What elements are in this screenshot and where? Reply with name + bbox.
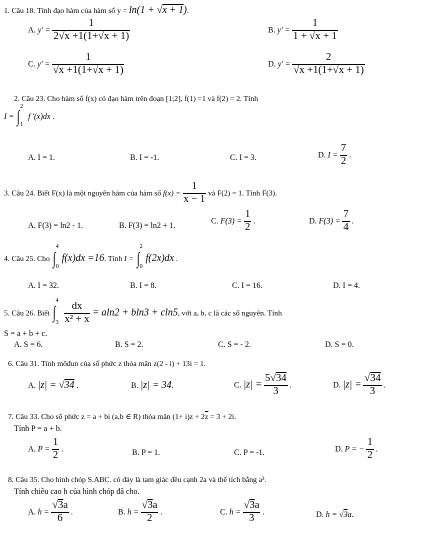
question-2-option-d: D. I = $\frac{7}{2}$ . bbox=[318, 143, 352, 168]
question-3-stem: 3. Câu 24. Biết F(x) là một nguyên hàm của hàm số f(x) = $\frac{1}{x - 1}$ và F(2) = 1. Tính F(3). bbox=[4, 181, 277, 206]
question-3-option-b: B. F(3) = ln2 + 1. bbox=[119, 221, 176, 230]
question-8-option-d: D. h = √3a. bbox=[316, 510, 354, 519]
question-5-option-b: B. S = 2. bbox=[115, 340, 144, 349]
question-6-option-b: B. |z| = 34. bbox=[131, 380, 174, 391]
question-3-option-a: A. F(3) = ln2 - 1. bbox=[28, 221, 83, 230]
question-7-option-c: C. P = -1. bbox=[234, 448, 265, 457]
question-8-option-a: A. h = $\frac{√3a}{6}$ . bbox=[28, 500, 73, 525]
question-2-formula: I = 2 ∫ 1 f '(x)dx . bbox=[4, 104, 55, 128]
question-8-option-c: C. h = $\frac{√3a}{3}$ . bbox=[220, 500, 265, 525]
question-6-stem: 6. Câu 31. Tính môđun của số phức z thỏa mãn z(2 - i) + 13i = 1. bbox=[8, 359, 206, 368]
question-2-option-b: B. I = -1. bbox=[130, 153, 160, 162]
question-1-stem: 1. Câu 18. Tính đạo hàm của hàm số y = ln(1 + √x + 1). bbox=[4, 5, 189, 16]
question-4-option-d: D. I = 4. bbox=[333, 281, 360, 290]
question-7-option-b: B. P = 1. bbox=[132, 448, 160, 457]
question-8-stem: 8. Câu 35. Cho hình chóp S.ABC. có đáy là tam giác đều cạnh 2a và thể tích bằng a³. bbox=[8, 475, 267, 484]
question-7-line2: Tính P = a + b. bbox=[14, 424, 62, 433]
question-8-option-b: B. h = $\frac{√3a}{2}$ . bbox=[118, 500, 163, 525]
question-4-option-b: B. I = 8. bbox=[130, 281, 157, 290]
question-2-stem: 2. Câu 23. Cho hàm số f(x) có đạo hàm trên đoạn [1;2], f(1) =1 và f(2) = 2. Tính bbox=[14, 94, 258, 103]
question-4-option-c: C. I = 16. bbox=[232, 281, 263, 290]
question-1-option-d: D. y' = $\frac{2}{√x +1(1+√x + 1)}$ bbox=[268, 52, 364, 77]
question-5-option-a: A. S = 6. bbox=[14, 340, 43, 349]
question-8-line2: Tính chiều cao h của hình chóp đã cho. bbox=[14, 487, 140, 496]
question-3-option-d: D. F(3) = $\frac{7}{4}$ . bbox=[309, 209, 354, 234]
question-2-option-c: C. I = 3. bbox=[230, 153, 257, 162]
question-1-option-b: B. y' = $\frac{1}{1 + √x + 1}$ bbox=[268, 18, 337, 43]
question-4-stem: 4. Câu 25. Cho 4 ∫ 0 f(x)dx =16. Tính I = 2 ∫ 0 f(2x)dx . bbox=[4, 244, 178, 270]
question-4-option-a: A. I = 32. bbox=[28, 281, 59, 290]
question-2-option-a: A. I = 1. bbox=[28, 153, 55, 162]
question-5-line2: S = a + b + c. bbox=[4, 329, 48, 338]
question-1-option-c: C. y' = $\frac{1}{√x +1(1+√x + 1)}$ bbox=[28, 52, 124, 77]
question-6-option-d: D. |z| = $\frac{√34}{3}$ . bbox=[333, 373, 386, 398]
question-6-option-a: A. |z| = √34 . bbox=[28, 380, 79, 391]
question-7-option-a: A. P = $\frac{1}{2}$ . bbox=[28, 437, 64, 462]
question-1-option-a: A. y' = $\frac{1}{2√x +1(1+√x + 1)}$ bbox=[28, 18, 130, 43]
question-3-option-c: C. F(3) = $\frac{1}{2}$ . bbox=[211, 209, 256, 234]
question-5-option-c: C. S = - 2. bbox=[218, 340, 251, 349]
question-7-stem: 7. Câu 33. Cho số phức z = a + bi (a,b ∈ R) thỏa mãn $(1+ i)z + 2\overline{z} = 3 + 2i$. bbox=[8, 412, 236, 421]
question-7-option-d: D. P = − $\frac{1}{2}$ . bbox=[335, 437, 378, 462]
question-6-option-c: C. |z| = $\frac{5√34}{3}$ . bbox=[234, 373, 292, 398]
question-5-option-d: D. S = 0. bbox=[325, 340, 354, 349]
question-5-stem: 5. Câu 26. Biết 4 ∫ 3 $\frac{dx}{\text{x² + x}}$ = aln2 + bln3 + cln5, với a, b, c là các số nguyên. Tính bbox=[4, 297, 282, 326]
